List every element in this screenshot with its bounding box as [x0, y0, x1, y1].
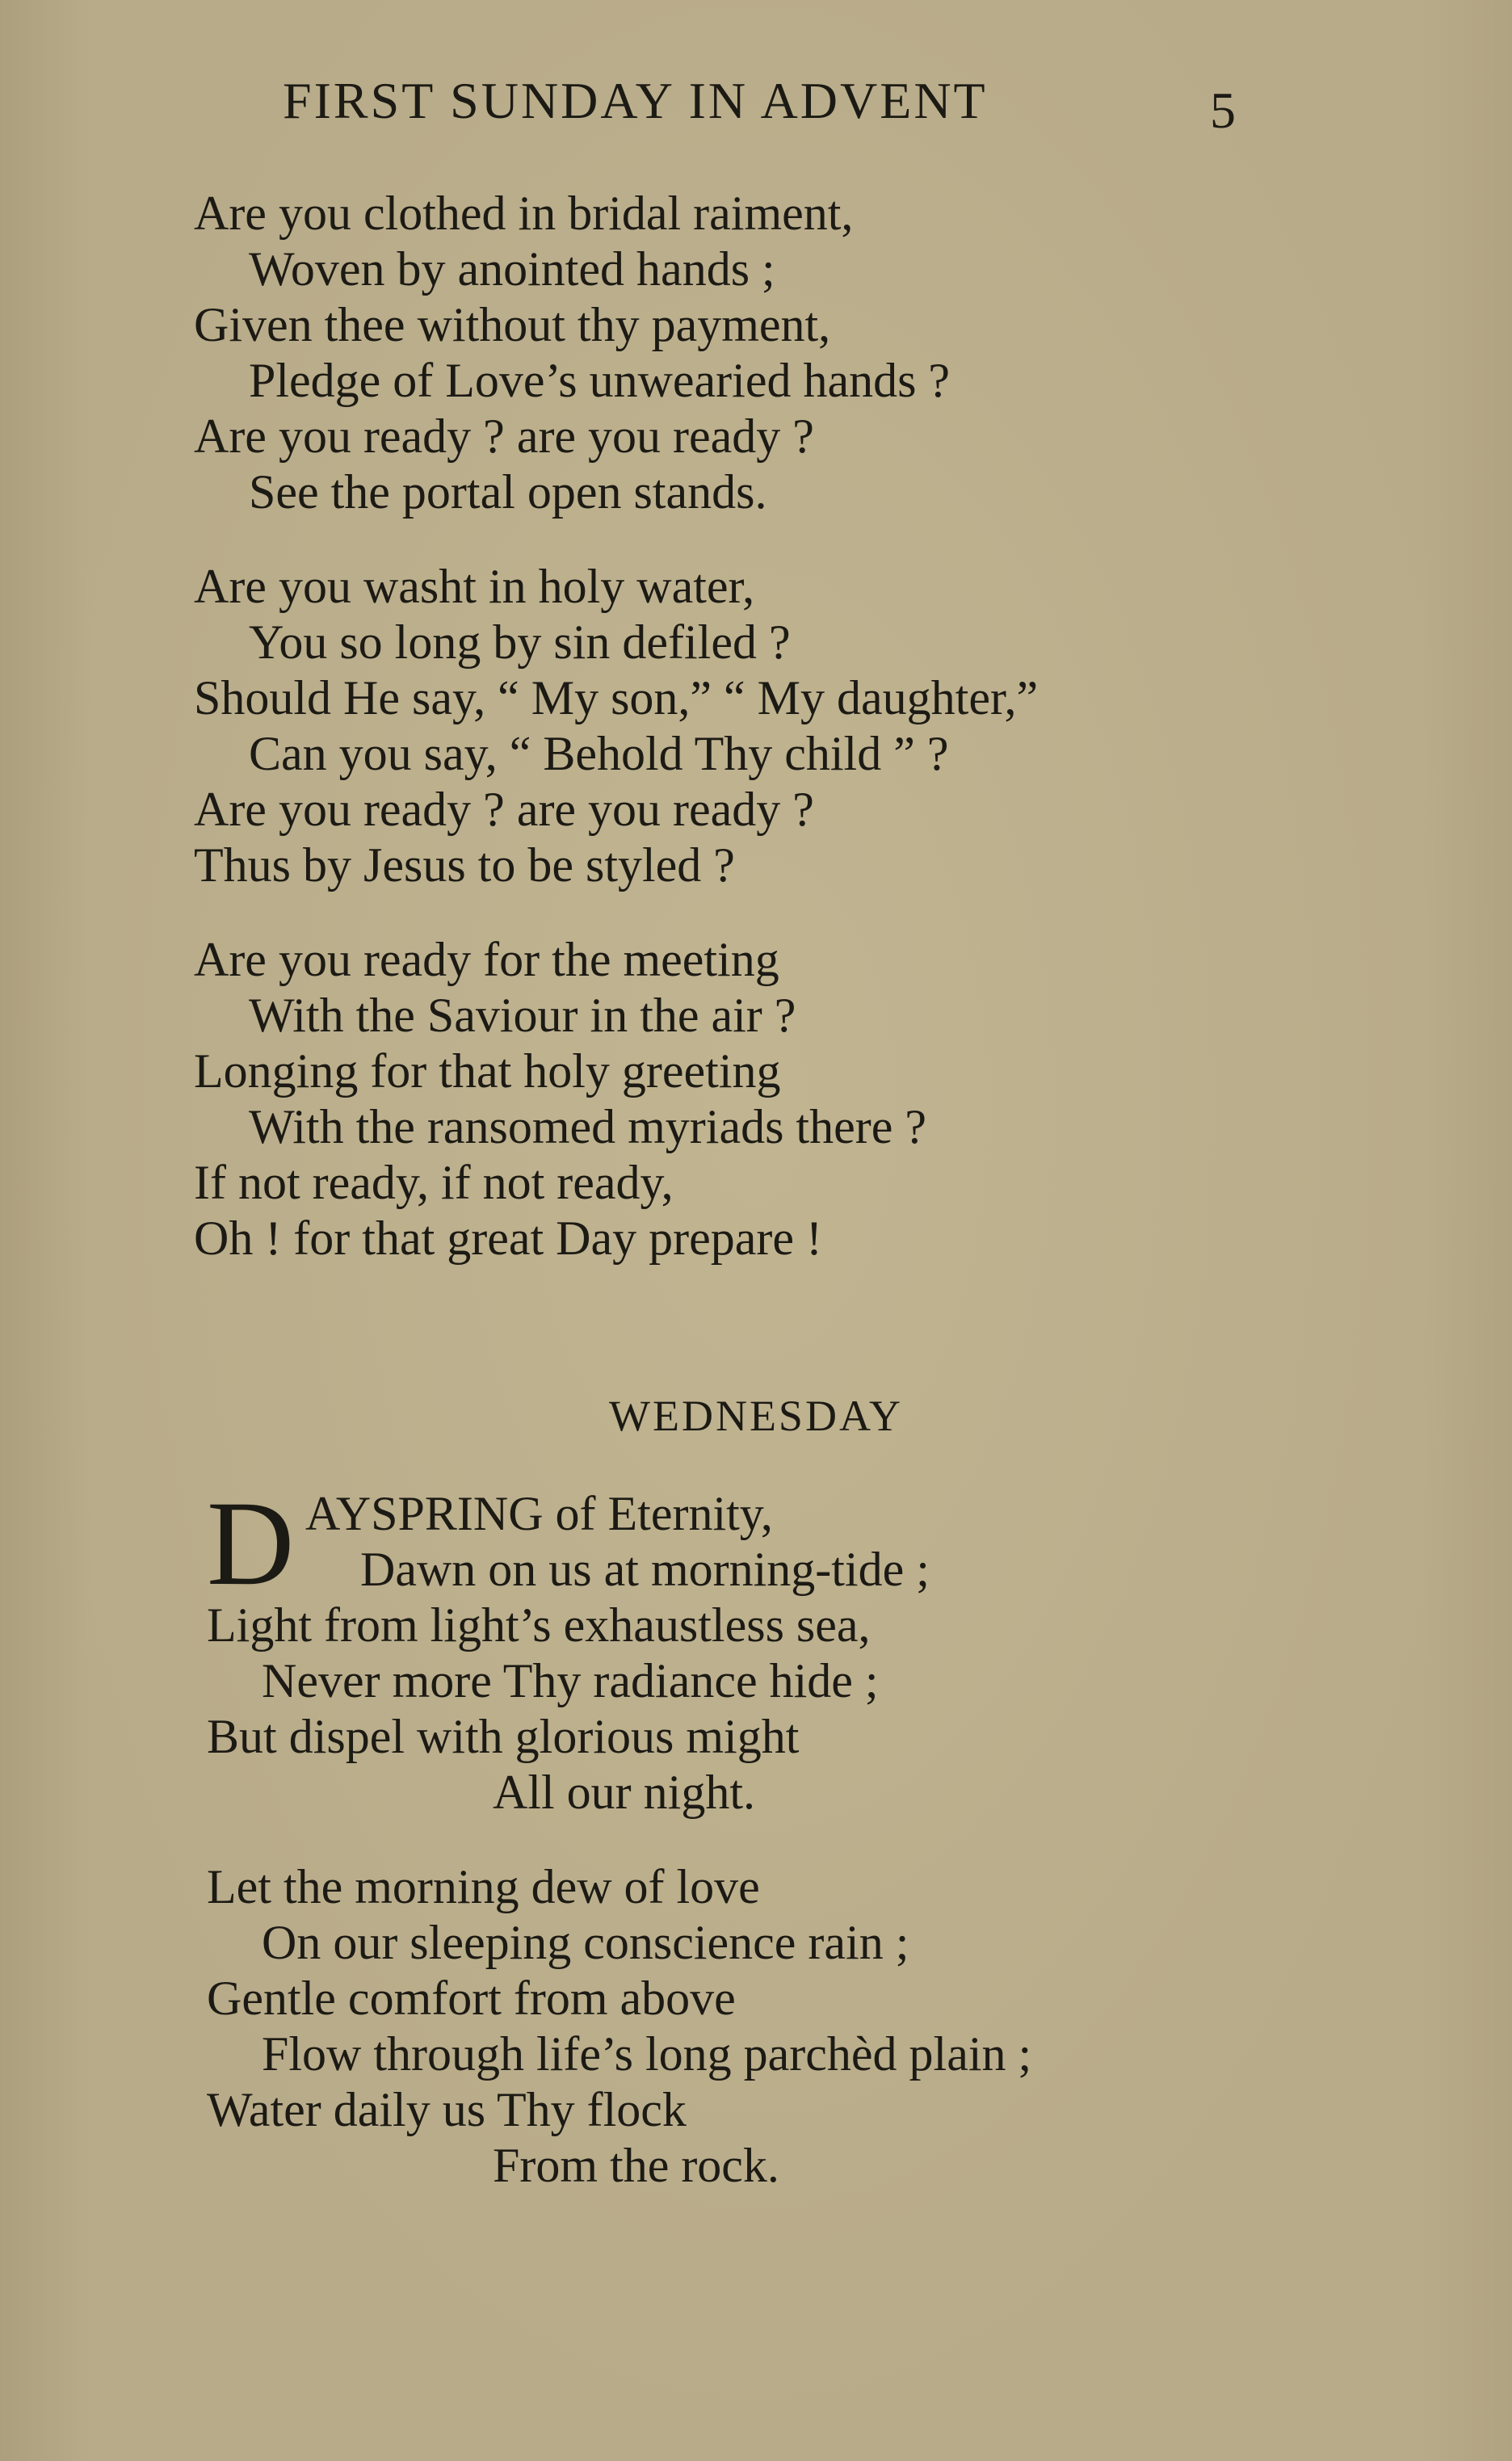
poem-wednesday: [207, 1476, 1354, 2232]
verse-line: But dispel with glorious might: [207, 1710, 800, 1763]
verse-line: Dawn on us at morning-tide ;: [360, 1543, 930, 1596]
verse-line: If not ready, if not ready,: [194, 1156, 674, 1209]
page-header: [283, 71, 1236, 144]
verse-line: Flow through life’s long parchèd plain ;: [262, 2027, 1032, 2081]
verse-line: Thus by Jesus to be styled ?: [194, 838, 735, 892]
verse-line: You so long by sin defiled ?: [249, 615, 791, 669]
verse-line: Can you say, “ Behold Thy child ” ?: [249, 727, 949, 780]
drop-cap: D: [207, 1476, 295, 1611]
page-number: 5: [1210, 82, 1236, 139]
running-head: FIRST SUNDAY IN ADVENT: [283, 72, 988, 129]
verse-line: With the Saviour in the air ?: [249, 989, 796, 1042]
stanza: [207, 1476, 1354, 1821]
verse-line: Oh ! for that great Day prepare !: [194, 1212, 822, 1265]
stanza: [194, 932, 1341, 1266]
verse-line: Longing for that holy greeting: [194, 1044, 781, 1098]
verse-line: Are you clothed in bridal raiment,: [194, 187, 854, 240]
verse-line: Pledge of Love’s unwearied hands ?: [249, 354, 951, 407]
section-heading: WEDNESDAY: [609, 1392, 903, 1440]
verse-line: AYSPRING of Eternity,: [305, 1487, 773, 1540]
stanza: [194, 186, 1341, 520]
stanza: [194, 559, 1341, 893]
verse-line: Woven by anointed hands ;: [249, 242, 775, 296]
verse-line: Are you ready ? are you ready ?: [194, 409, 814, 463]
poem-first-sunday-in-advent: [194, 186, 1341, 1305]
verse-line: Given thee without thy payment,: [194, 298, 831, 351]
verse-line: See the portal open stands.: [249, 465, 767, 519]
verse-line: Never more Thy radiance hide ;: [262, 1654, 879, 1707]
verse-line: Are you washt in holy water,: [194, 560, 755, 613]
verse-line: From the rock.: [493, 2139, 779, 2192]
verse-line: Are you ready for the meeting: [194, 933, 779, 986]
verse-line: Water daily us Thy flock: [207, 2083, 687, 2136]
verse-line: Light from light’s exhaustless sea,: [207, 1598, 871, 1652]
verse-line: On our sleeping conscience rain ;: [262, 1916, 909, 1969]
verse-line: All our night.: [493, 1766, 755, 1819]
stanza: [207, 1859, 1354, 2194]
verse-line: Should He say, “ My son,” “ My daughter,”: [194, 671, 1039, 724]
verse-line: Let the morning dew of love: [207, 1860, 760, 1913]
verse-line: With the ransomed myriads there ?: [249, 1100, 926, 1153]
verse-line: Gentle comfort from above: [207, 1972, 736, 2025]
verse-line: Are you ready ? are you ready ?: [194, 783, 814, 836]
